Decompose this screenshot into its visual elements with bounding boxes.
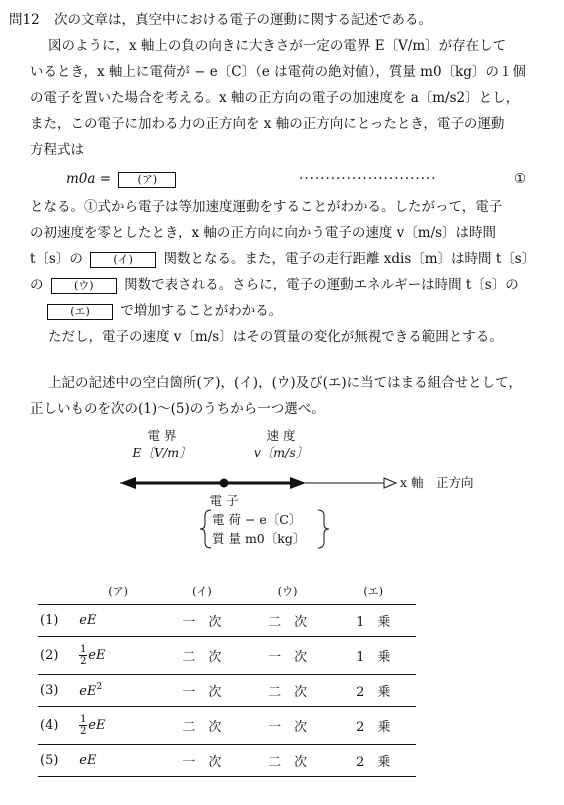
text-line-8a: t〔s〕の xyxy=(30,251,83,267)
header-u: (ウ) xyxy=(245,578,331,605)
option-a xyxy=(77,707,159,745)
option-number: (2) xyxy=(38,637,77,675)
option-number: (5) xyxy=(38,745,77,777)
option-a xyxy=(77,745,159,777)
option-e: 2 乗 xyxy=(330,707,416,745)
option-a-expr: eE xyxy=(79,753,97,768)
option-a-expr: eE xyxy=(79,613,97,628)
text-line-5: 方程式は xyxy=(30,142,84,158)
blank-u-box: (ウ) xyxy=(51,278,117,294)
field-arrowhead xyxy=(120,477,136,489)
velocity-label-1: 速 度 xyxy=(266,428,296,443)
option-a xyxy=(77,637,159,675)
table-row xyxy=(38,637,416,675)
option-a-expr: eE xyxy=(88,718,106,733)
text-line-9a: の xyxy=(30,277,44,293)
electron-charge: 電 荷 − e〔C〕 xyxy=(212,512,302,527)
x-axis-arrowhead xyxy=(384,478,396,488)
option-a-expr: eE xyxy=(79,684,97,699)
answer-table xyxy=(38,578,416,777)
electron-title: 電 子 xyxy=(209,493,239,508)
option-a xyxy=(77,605,159,637)
half-fraction: $\frac{1}{2}$ xyxy=(80,714,87,737)
header-e: (エ) xyxy=(330,578,416,605)
equation-dots: ·························· xyxy=(299,171,437,187)
electron-dot xyxy=(220,479,229,488)
table-header-row xyxy=(38,578,416,605)
text-line-1: 図のように，x 軸上の負の向きに大きさが一定の電界 E〔V/m〕が存在して xyxy=(48,38,507,54)
text-line-2: いるとき，x 軸上に電荷が − e〔C〕（e は電荷の絶対値），質量 m0〔kg〕の１個 xyxy=(30,64,526,80)
text-line-12: 上記の記述中の空白箇所(ア)，(イ)，(ウ)及び(エ)に当てはまる組合せとして， xyxy=(48,375,522,391)
option-i: 二 次 xyxy=(159,707,245,745)
right-brace xyxy=(318,510,329,548)
field-label-2: E〔V/m〕 xyxy=(132,445,192,460)
text-line-10b: で増加することがわかる。 xyxy=(120,303,283,319)
option-e: 1 乗 xyxy=(330,605,416,637)
option-a-expr: eE xyxy=(88,648,106,663)
table-row xyxy=(38,675,416,707)
equation-number: ① xyxy=(514,171,527,187)
blank-e-box: (エ) xyxy=(47,304,113,320)
option-number: (3) xyxy=(38,675,77,707)
question-header xyxy=(9,11,432,29)
field-label-1: 電 界 xyxy=(147,428,177,443)
text-line-7: の初速度を零としたとき，x 軸の正方向に向かう電子の速度 v〔m/s〕は時間 xyxy=(30,225,497,241)
text-line-9 xyxy=(30,276,519,294)
question-intro: 次の文章は，真空中における電子の運動に関する記述である。 xyxy=(53,12,432,28)
option-u: 二 次 xyxy=(245,745,331,777)
velocity-arrowhead xyxy=(290,477,306,489)
option-i: 一 次 xyxy=(159,605,245,637)
option-number: (1) xyxy=(38,605,77,637)
electron-mass: 質 量 m0〔kg〕 xyxy=(212,531,306,546)
option-u: 二 次 xyxy=(245,675,331,707)
option-e: 1 乗 xyxy=(330,637,416,675)
blank-a-box: (ア) xyxy=(118,172,176,188)
text-line-8 xyxy=(30,250,535,268)
text-line-6: となる。①式から電子は等加速度運動をすることがわかる。したがって，電子 xyxy=(30,199,503,215)
table-row xyxy=(38,745,416,777)
table-row xyxy=(38,707,416,745)
blank-i-box: (イ) xyxy=(90,252,156,268)
equation-line xyxy=(66,170,179,188)
equation-lhs: m0a = xyxy=(66,171,112,187)
option-i: 一 次 xyxy=(159,745,245,777)
text-line-10 xyxy=(44,302,282,320)
option-e: 2 乗 xyxy=(330,745,416,777)
half-fraction: $\frac{1}{2}$ xyxy=(80,644,87,667)
option-e: 2 乗 xyxy=(330,675,416,707)
option-i: 二 次 xyxy=(159,637,245,675)
option-u: 二 次 xyxy=(245,605,331,637)
option-i: 一 次 xyxy=(159,675,245,707)
text-line-13: 正しいものを次の(1)〜(5)のうちから一つ選べ。 xyxy=(30,401,325,417)
text-line-8b: 関数となる。また，電子の走行距離 xdis〔m〕は時間 t〔s〕 xyxy=(163,251,536,267)
table-row xyxy=(38,605,416,637)
option-u: 一 次 xyxy=(245,637,331,675)
text-line-3: の電子を置いた場合を考える。x 軸の正方向の電子の加速度を a〔m/s2〕とし， xyxy=(30,90,520,106)
question-number: 問12 xyxy=(9,12,40,28)
text-line-11: ただし，電子の速度 v〔m/s〕はその質量の変化が無視できる範囲とする。 xyxy=(48,329,503,345)
option-u: 一 次 xyxy=(245,707,331,745)
header-i: (イ) xyxy=(159,578,245,605)
left-brace xyxy=(200,510,211,548)
electron-diagram xyxy=(0,430,564,560)
text-line-9b: 関数で表される。さらに，電子の運動エネルギーは時間 t〔s〕の xyxy=(124,277,519,293)
text-line-4: また，この電子に加わる力の正方向を x 軸の正方向にとったとき，電子の運動 xyxy=(30,116,505,132)
option-number: (4) xyxy=(38,707,77,745)
velocity-label-2: v〔m/s〕 xyxy=(253,445,309,460)
option-a xyxy=(77,675,159,707)
square-superscript: 2 xyxy=(96,682,103,692)
axis-label: x 軸 正方向 xyxy=(400,475,474,490)
header-a: (ア) xyxy=(77,578,159,605)
